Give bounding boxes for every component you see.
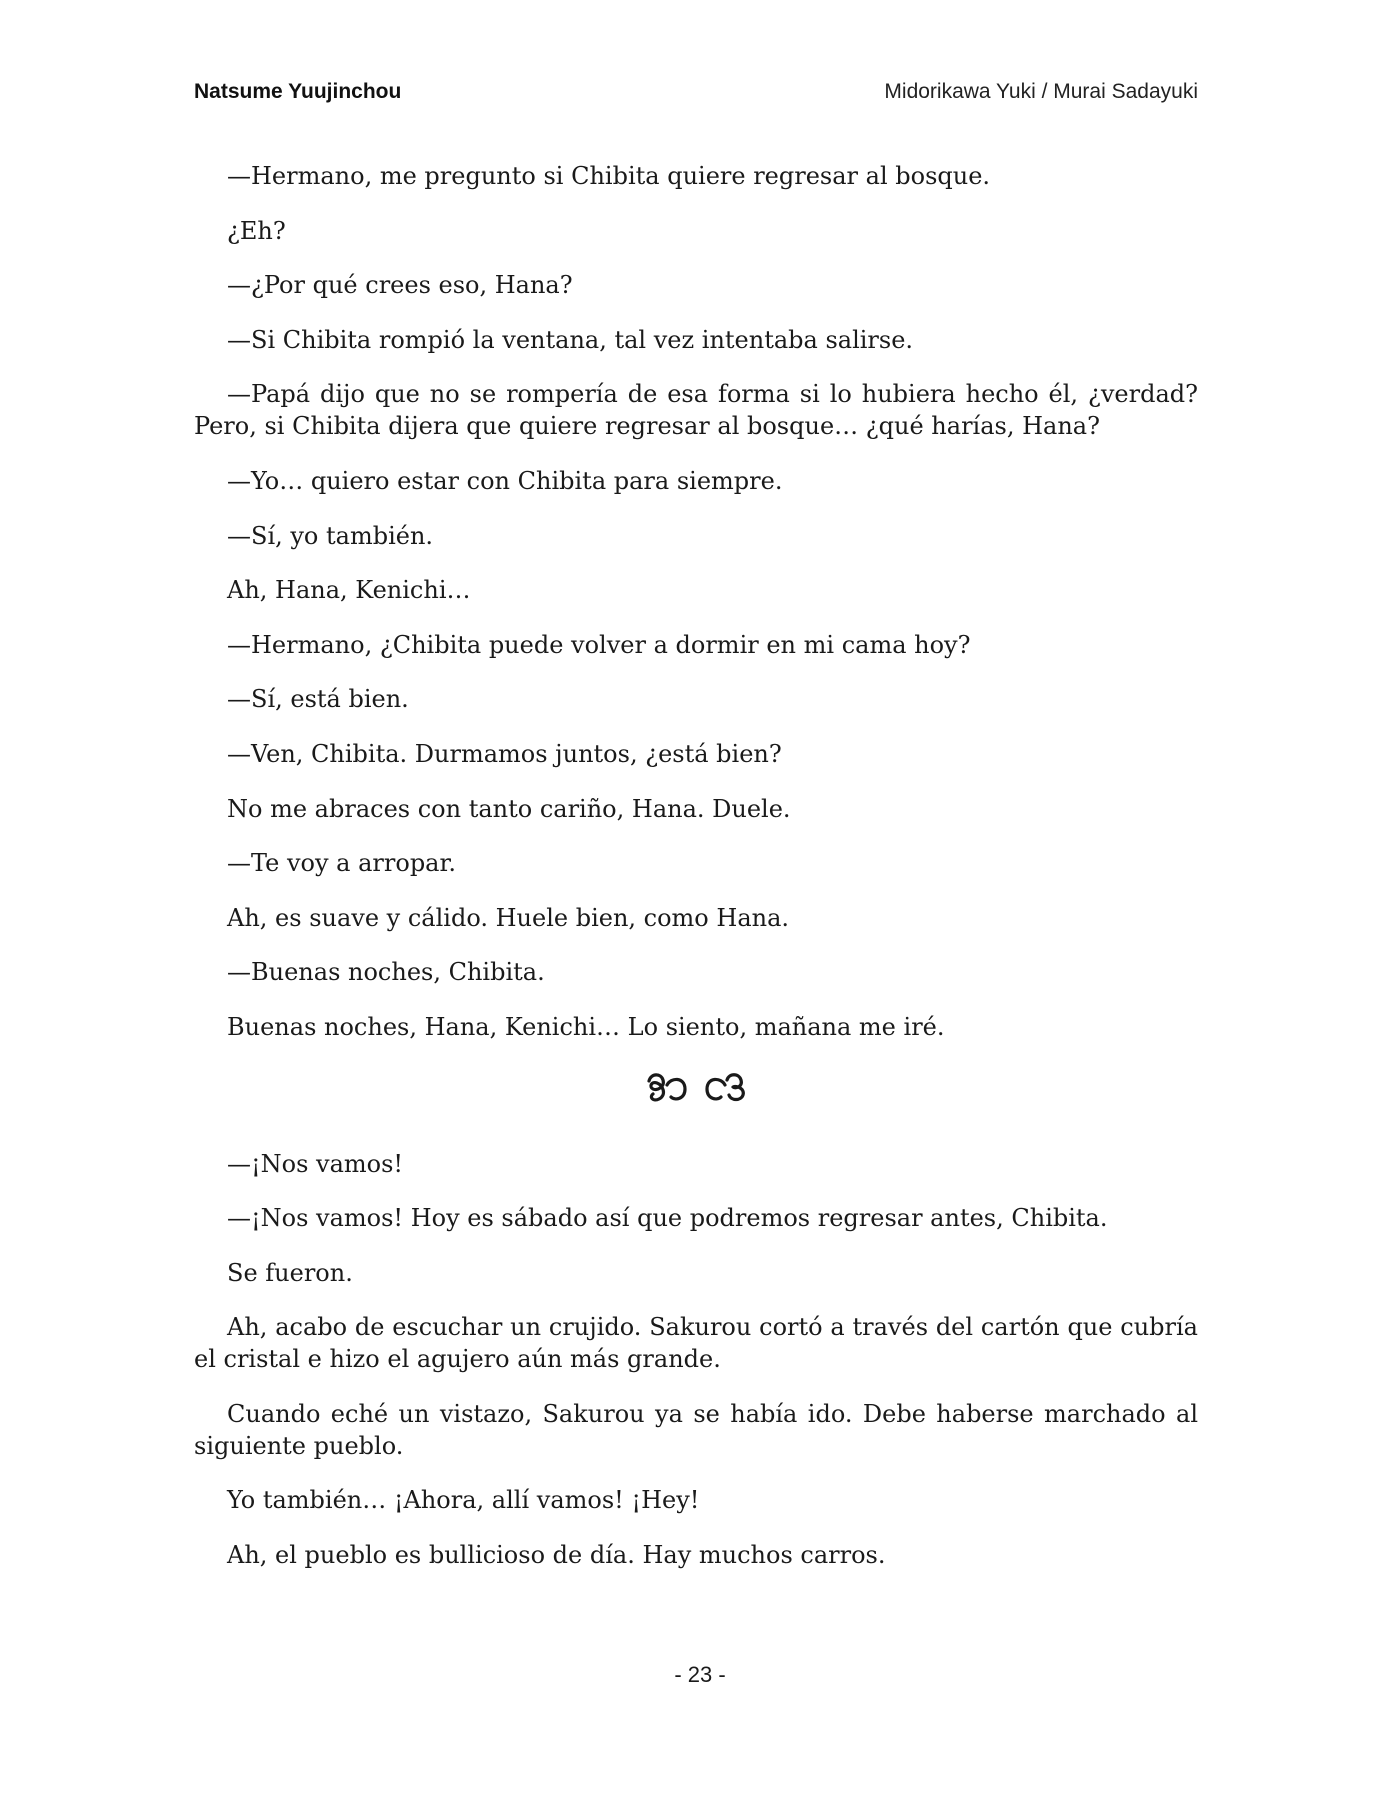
book-authors: Midorikawa Yuki / Murai Sadayuki	[884, 80, 1198, 103]
scene-separator	[194, 1066, 1198, 1108]
paragraph: —¡Nos vamos! Hoy es sábado así que podremos regresar antes, Chibita.	[227, 1204, 1108, 1233]
body-text	[194, 160, 1198, 1594]
paragraph: —Ven, Chibita. Durmamos juntos, ¿está bien?	[227, 739, 782, 768]
paragraph: Ah, el pueblo es bullicioso de día. Hay muchos carros.	[227, 1541, 886, 1570]
ornamental-scene-break-icon	[641, 1067, 751, 1107]
paragraph: —Sí, yo también.	[227, 521, 434, 550]
paragraph: ¿Eh?	[227, 216, 286, 245]
paragraph: Ah, Hana, Kenichi…	[227, 576, 471, 605]
paragraph: Ah, acabo de escuchar un crujido. Sakurou cortó a través del cartón que cubría el cristal e hizo el agujero aún más grande.	[194, 1313, 1198, 1374]
book-title: Natsume Yuujinchou	[194, 80, 402, 103]
paragraph: —Papá dijo que no se rompería de esa forma si lo hubiera hecho él, ¿verdad? Pero, si Chibita dijera que quiere regresar al bosque… ¿qué harías, Hana?	[194, 380, 1198, 441]
paragraph: Ah, es suave y cálido. Huele bien, como Hana.	[227, 903, 790, 932]
paragraph: —Hermano, ¿Chibita puede volver a dormir en mi cama hoy?	[227, 630, 971, 659]
paragraph: —¿Por qué crees eso, Hana?	[227, 271, 573, 300]
paragraph: Buenas noches, Hana, Kenichi… Lo siento, mañana me iré.	[227, 1012, 945, 1041]
page-header	[194, 80, 1198, 112]
paragraph: —Yo… quiero estar con Chibita para siempre.	[227, 466, 783, 495]
paragraph: —¡Nos vamos!	[227, 1149, 404, 1178]
paragraph: Yo también… ¡Ahora, allí vamos! ¡Hey!	[227, 1486, 700, 1515]
paragraph: No me abraces con tanto cariño, Hana. Duele.	[227, 794, 791, 823]
paragraph: —Hermano, me pregunto si Chibita quiere regresar al bosque.	[227, 162, 991, 190]
paragraph: —Si Chibita rompió la ventana, tal vez intentaba salirse.	[227, 325, 914, 354]
paragraph: —Sí, está bien.	[227, 685, 409, 714]
paragraph: —Te voy a arropar.	[227, 849, 456, 878]
page-number: - 23 -	[674, 1662, 726, 1687]
paragraph: —Buenas noches, Chibita.	[227, 958, 545, 987]
paragraph: Cuando eché un vistazo, Sakurou ya se había ido. Debe haberse marchado al siguiente pueblo.	[194, 1399, 1198, 1460]
paragraph: Se fueron.	[227, 1258, 353, 1287]
